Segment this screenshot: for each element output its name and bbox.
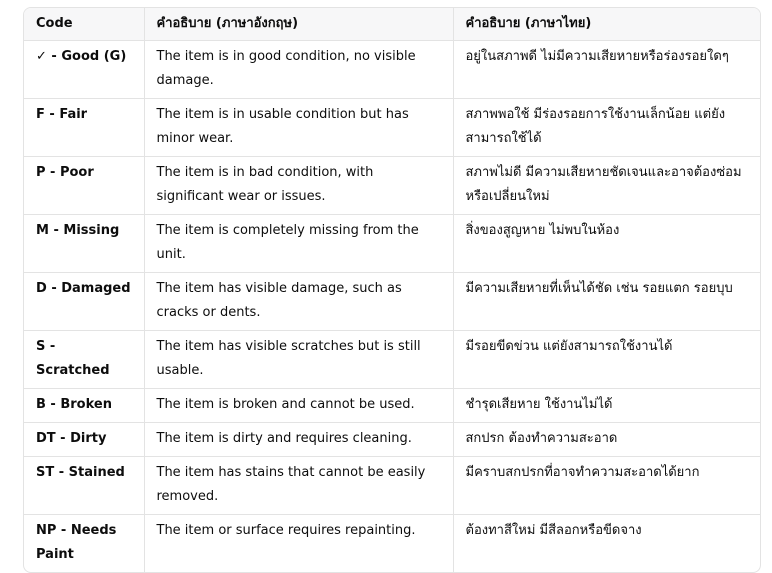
thai-cell: มีความเสียหายที่เห็นได้ชัด เช่น รอยแตก รอยบุบ: [453, 273, 760, 331]
header-row: [24, 8, 760, 41]
english-cell: The item is in bad condition, with significant wear or issues.: [144, 157, 453, 215]
english-cell: The item is in usable condition but has minor wear.: [144, 99, 453, 157]
english-cell: The item is dirty and requires cleaning.: [144, 423, 453, 457]
condition-codes-table: [24, 8, 760, 572]
english-cell: The item has visible scratches but is still usable.: [144, 331, 453, 389]
thai-cell: มีคราบสกปรกที่อาจทำความสะอาดได้ยาก: [453, 457, 760, 515]
code-cell: DT - Dirty: [24, 423, 144, 457]
condition-codes-table-container: [23, 7, 761, 573]
table-row: [24, 273, 760, 331]
header-code: Code: [24, 8, 144, 41]
header-thai-description: คำอธิบาย (ภาษาไทย): [453, 8, 760, 41]
english-cell: The item has stains that cannot be easily removed.: [144, 457, 453, 515]
code-cell: B - Broken: [24, 389, 144, 423]
table-row: [24, 331, 760, 389]
thai-cell: สกปรก ต้องทำความสะอาด: [453, 423, 760, 457]
thai-cell: สิ่งของสูญหาย ไม่พบในห้อง: [453, 215, 760, 273]
thai-cell: ต้องทาสีใหม่ มีสีลอกหรือขีดจาง: [465, 523, 642, 538]
code-cell: ST - Stained: [24, 457, 144, 515]
table-row: [24, 457, 760, 515]
thai-cell: สภาพไม่ดี มีความเสียหายชัดเจนและอาจต้องซ่อมหรือเปลี่ยนใหม่: [453, 157, 760, 215]
english-cell: The item or surface requires repainting.: [144, 515, 453, 573]
code-cell: ✓ - Good (G): [24, 41, 144, 99]
header-english-description: คำอธิบาย (ภาษาอังกฤษ): [144, 8, 453, 41]
table-row: [24, 389, 760, 423]
english-cell: The item is completely missing from the unit.: [144, 215, 453, 273]
table-row: [24, 157, 760, 215]
english-cell: The item has visible damage, such as cracks or dents.: [144, 273, 453, 331]
code-cell: NP - Needs Paint: [24, 515, 144, 573]
table-header: [24, 8, 760, 41]
table-row: [24, 515, 760, 573]
thai-cell: มีรอยขีดข่วน แต่ยังสามารถใช้งานได้: [453, 331, 760, 389]
table-body: [24, 41, 760, 573]
code-cell: S - Scratched: [24, 331, 144, 389]
code-cell: F - Fair: [24, 99, 144, 157]
table-row: [24, 423, 760, 457]
code-cell: D - Damaged: [24, 273, 144, 331]
thai-cell: ชำรุดเสียหาย ใช้งานไม่ได้: [453, 389, 760, 423]
english-cell: The item is in good condition, no visible damage.: [144, 41, 453, 99]
thai-cell: อยู่ในสภาพดี ไม่มีความเสียหายหรือร่องรอยใดๆ: [453, 41, 760, 99]
table-row: [24, 99, 760, 157]
english-cell: The item is broken and cannot be used.: [144, 389, 453, 423]
code-cell: P - Poor: [24, 157, 144, 215]
table-row: [24, 215, 760, 273]
thai-cell: สภาพพอใช้ มีร่องรอยการใช้งานเล็กน้อย แต่ยังสามารถใช้ได้: [453, 99, 760, 157]
code-cell: M - Missing: [24, 215, 144, 273]
table-row: [24, 41, 760, 99]
